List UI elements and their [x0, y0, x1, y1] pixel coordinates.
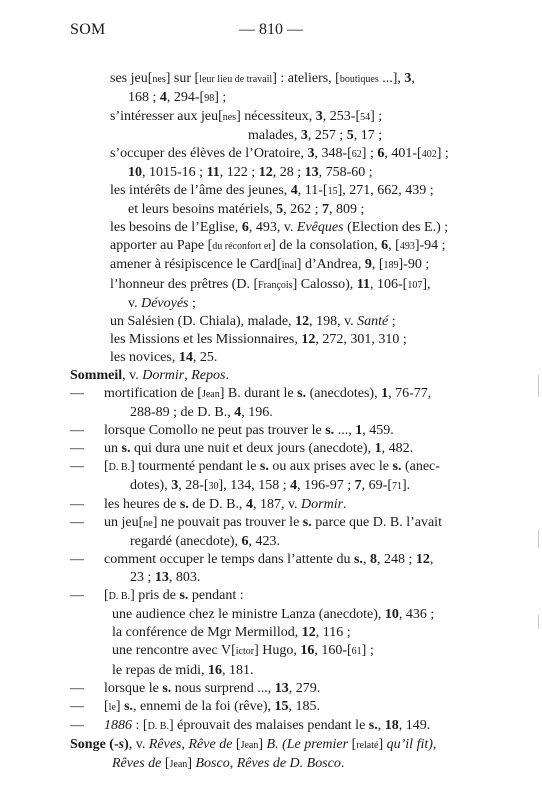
index-line: Rêves de [Jean] Bosco, Rêves de D. Bosco. [112, 755, 345, 771]
index-line: 168 ; 4, 294-[98] ; [128, 90, 227, 106]
index-line: l’honneur des prêtres (D. [François] Calosso), 11, 106-[107], [110, 276, 431, 292]
scan-edge-mark [538, 530, 539, 548]
scan-edge-mark [538, 375, 539, 397]
index-line: 10, 1015-16 ; 11, 122 ; 12, 28 ; 13, 758-60 ; [128, 165, 373, 181]
index-line: v. Dévoyés ; [128, 295, 196, 311]
index-line: — lorsque Comollo ne peut pas trouver le s. ..., 1, 459. [70, 422, 394, 438]
index-line: regardé (anecdote), 6, 423. [130, 534, 281, 550]
index-line: s’occuper des élèves de l’Oratoire, 3, 348-[62] ; 6, 401-[402] ; [110, 146, 449, 162]
index-line: — [D. B.] tourmenté pendant le s. ou aux prises avec le s. (anec- [70, 458, 440, 474]
running-head-letters: SOM [70, 21, 106, 38]
index-line: apporter au Pape [du réconfort et] de la consolation, 6, [493]-94 ; [110, 238, 446, 254]
index-line: — [le] s., ennemi de la foi (rêve), 15, 185. [70, 698, 321, 714]
index-line: ses jeu[nes] sur [leur lieu de travail] : ateliers, [boutiques ...], 3, [110, 71, 415, 86]
index-line: Songe (-s), v. Rêves, Rêve de [Jean] B. (Le premier [relaté] qu’il fit), [70, 736, 437, 752]
index-line: une rencontre avec V[ictor] Hugo, 16, 160-[61] ; [112, 643, 374, 659]
page-number: — 810 — [239, 21, 303, 38]
index-line: — lorsque le s. nous surprend ..., 13, 279. [70, 680, 321, 696]
index-line: les besoins de l’Eglise, 6, 493, v. Evêques (Election des E.) ; [110, 220, 449, 236]
index-line: — les heures de s. de D. B., 4, 187, v. Dormir. [70, 497, 347, 513]
index-line: — comment occuper le temps dans l’attente du s., 8, 248 ; 12, [70, 552, 434, 568]
index-line: amener à résipiscence le Card[inal] d’Andrea, 9, [189]-90 ; [110, 257, 430, 273]
index-line: 23 ; 13, 803. [130, 570, 201, 586]
index-line: — [D. B.] pris de s. pendant : [70, 588, 244, 604]
index-line: une audience chez le ministre Lanza (anecdote), 10, 436 ; [112, 607, 435, 623]
index-line: la conférence de Mgr Mermillod, 12, 116 ; [112, 625, 351, 641]
index-line: un Salésien (D. Chiala), malade, 12, 198, v. Santé ; [110, 313, 396, 329]
index-line: les novices, 14, 25. [110, 349, 218, 365]
index-line: les Missions et les Missionnaires, 12, 272, 301, 310 ; [110, 331, 407, 347]
index-line: Sommeil, v. Dormir, Repos. [70, 367, 229, 383]
index-line: les intérêts de l’âme des jeunes, 4, 11-[15], 271, 662, 439 ; [110, 183, 434, 199]
index-line: — un s. qui dura une nuit et deux jours (anecdote), 1, 482. [70, 440, 414, 456]
index-line: — 1886 : [D. B.] éprouvait des malaises pendant le s., 18, 149. [70, 717, 431, 733]
index-line: dotes), 3, 28-[30], 134, 158 ; 4, 196-97 ; 7, 69-[71]. [130, 478, 411, 494]
index-line: — mortification de [Jean] B. durant le s. (anecdotes), 1, 76-77, [70, 385, 432, 401]
index-line: s’intéresser aux jeu[nes] nécessiteux, 3, 253-[54] ; [110, 109, 383, 125]
index-line: le repas de midi, 16, 181. [112, 662, 254, 678]
index-line: — un jeu[ne] ne pouvait pas trouver le s. parce que D. B. l’avait [70, 515, 442, 531]
index-column [70, 70, 480, 774]
scan-edge-mark [538, 615, 539, 629]
index-line: malades, 3, 257 ; 5, 17 ; [248, 128, 383, 144]
index-line: et leurs besoins matériels, 5, 262 ; 7, 809 ; [128, 202, 365, 218]
index-line: 288-89 ; de D. B., 4, 196. [130, 404, 273, 420]
